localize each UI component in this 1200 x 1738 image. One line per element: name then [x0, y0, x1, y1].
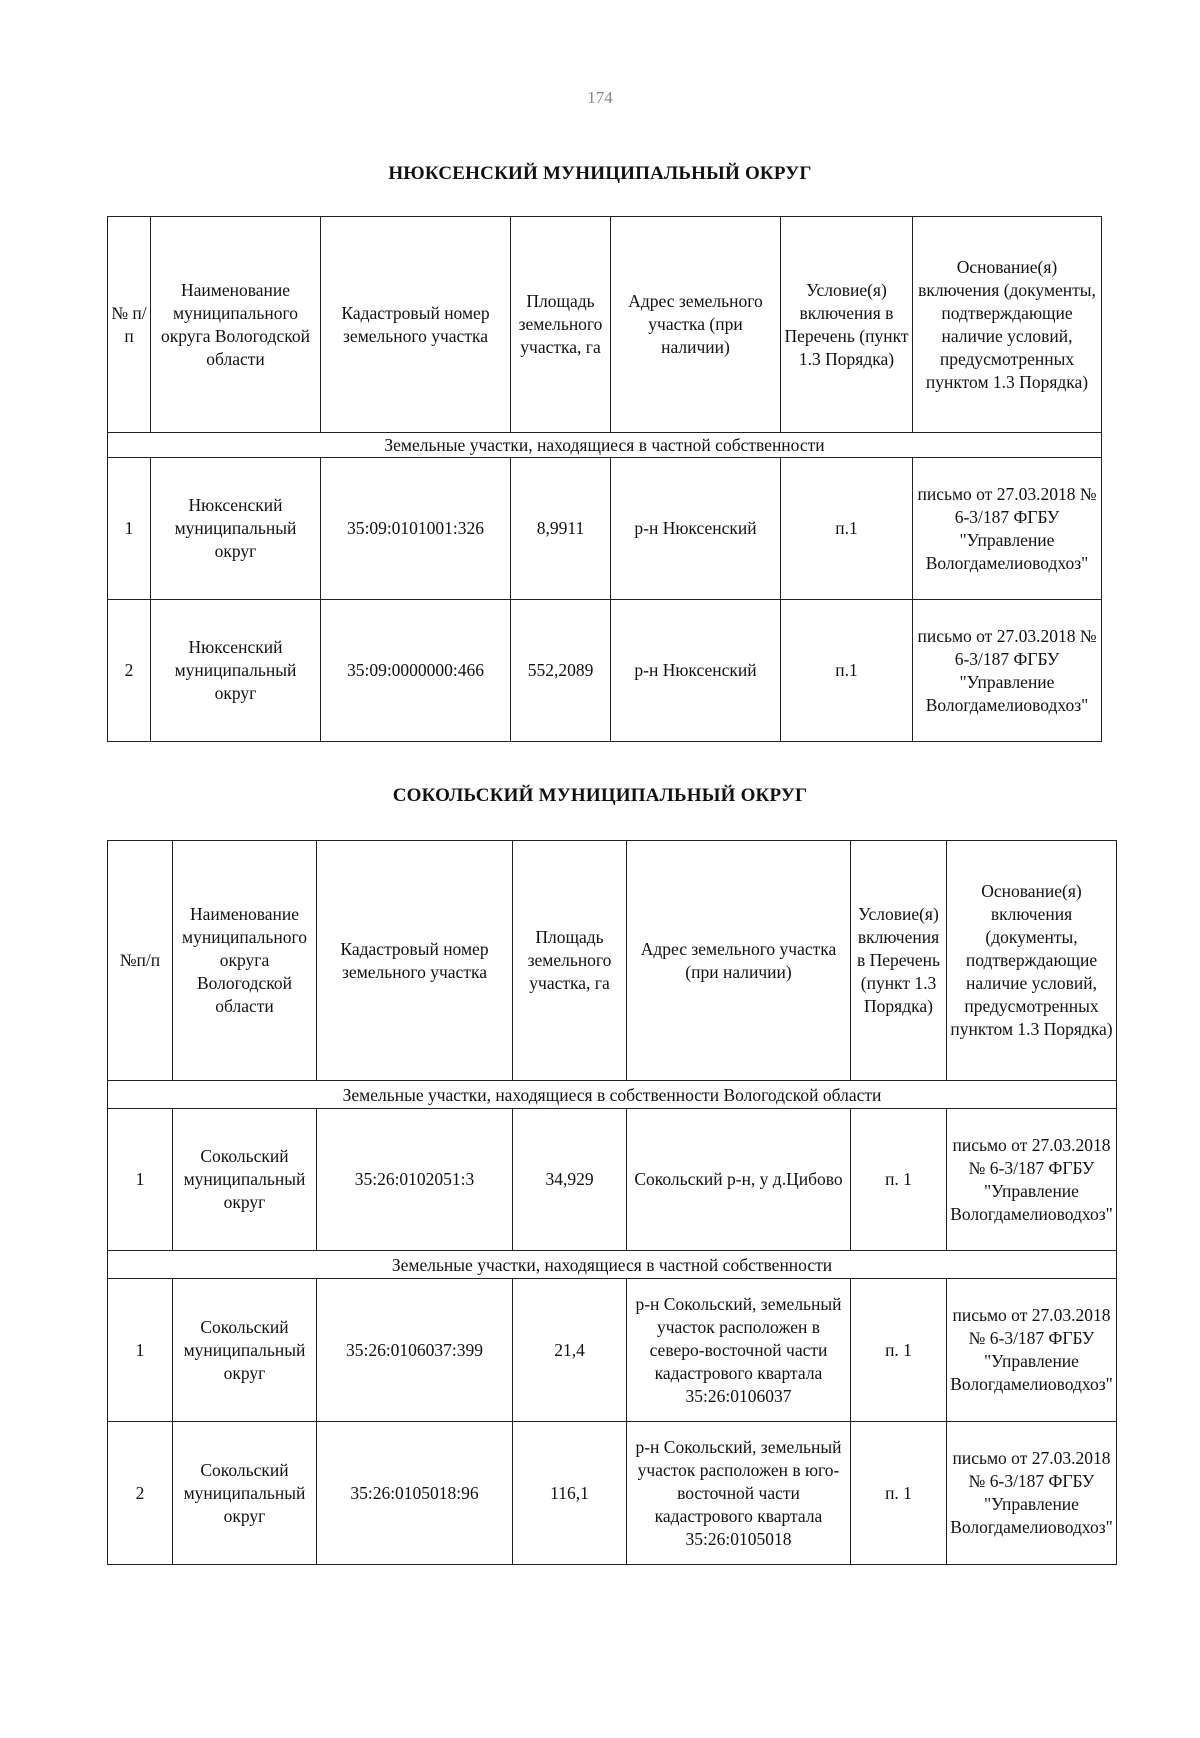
- group-row: [108, 1251, 1117, 1279]
- group-label: Земельные участки, находящиеся в собственности Вологодской области: [108, 1081, 1117, 1109]
- section-title-sokolsky: СОКОЛЬСКИЙ МУНИЦИПАЛЬНЫЙ ОКРУГ: [392, 785, 808, 806]
- cell-district: Нюксенский муниципальный округ: [151, 458, 321, 600]
- col-header-area: Площадь земельного участка, га: [513, 841, 627, 1081]
- cell-basis: письмо от 27.03.2018 № 6-3/187 ФГБУ "Управление Вологдамелиоводхоз": [947, 1279, 1117, 1422]
- col-header-address: Адрес земельного участка (при наличии): [611, 217, 781, 433]
- col-header-district: Наименование муниципального округа Вологодской области: [151, 217, 321, 433]
- group-label: Земельные участки, находящиеся в частной собственности: [108, 433, 1102, 458]
- cell-address: р-н Нюксенский: [611, 458, 781, 600]
- cell-condition: п.1: [781, 600, 913, 742]
- table-header-row: [108, 217, 1102, 433]
- cell-district: Сокольский муниципальный округ: [173, 1422, 317, 1565]
- page-number: 174: [587, 88, 613, 107]
- cell-address: р-н Сокольский, земельный участок расположен в северо-восточной части кадастрового квартала 35:26:0106037: [627, 1279, 851, 1422]
- cell-area: 34,929: [513, 1109, 627, 1251]
- cell-cadastral: 35:26:0105018:96: [317, 1422, 513, 1565]
- cell-district: Сокольский муниципальный округ: [173, 1279, 317, 1422]
- cell-address: р-н Нюксенский: [611, 600, 781, 742]
- section-title-nyuksensky: НЮКСЕНСКИЙ МУНИЦИПАЛЬНЫЙ ОКРУГ: [388, 163, 812, 184]
- table-row: [108, 458, 1102, 600]
- col-header-address: Адрес земельного участка (при наличии): [627, 841, 851, 1081]
- group-row: [108, 1081, 1117, 1109]
- cell-cadastral: 35:26:0106037:399: [317, 1279, 513, 1422]
- col-header-area: Площадь земельного участка, га: [511, 217, 611, 433]
- table-row: [108, 1422, 1117, 1565]
- table-row: [108, 1279, 1117, 1422]
- cell-basis: письмо от 27.03.2018 № 6-3/187 ФГБУ "Управление Вологдамелиоводхоз": [947, 1109, 1117, 1251]
- cell-condition: п. 1: [851, 1109, 947, 1251]
- col-header-condition: Условие(я) включения в Перечень (пункт 1.3 Порядка): [781, 217, 913, 433]
- cell-number: 2: [108, 600, 151, 742]
- cell-cadastral: 35:09:0000000:466: [321, 600, 511, 742]
- table-row: [108, 1109, 1117, 1251]
- cell-condition: п. 1: [851, 1279, 947, 1422]
- cell-district: Нюксенский муниципальный округ: [151, 600, 321, 742]
- cell-area: 8,9911: [511, 458, 611, 600]
- col-header-condition: Условие(я) включения в Перечень (пункт 1.3 Порядка): [851, 841, 947, 1081]
- cell-basis: письмо от 27.03.2018 № 6-3/187 ФГБУ "Управление Вологдамелиоводхоз": [947, 1422, 1117, 1565]
- col-header-cadastral: Кадастровый номер земельного участка: [317, 841, 513, 1081]
- group-row: [108, 433, 1102, 458]
- cell-number: 1: [108, 1109, 173, 1251]
- cell-address: Сокольский р-н, у д.Цибово: [627, 1109, 851, 1251]
- cell-cadastral: 35:09:0101001:326: [321, 458, 511, 600]
- col-header-cadastral: Кадастровый номер земельного участка: [321, 217, 511, 433]
- table-nyuksensky: [107, 216, 1102, 742]
- group-label: Земельные участки, находящиеся в частной собственности: [108, 1251, 1117, 1279]
- cell-area: 21,4: [513, 1279, 627, 1422]
- cell-condition: п.1: [781, 458, 913, 600]
- col-header-number: № п/п: [108, 217, 151, 433]
- cell-number: 1: [108, 458, 151, 600]
- col-header-basis: Основание(я) включения (документы, подтверждающие наличие условий, предусмотренных пунктом 1.3 Порядка): [913, 217, 1102, 433]
- col-header-number: №п/п: [108, 841, 173, 1081]
- col-header-basis: Основание(я) включения (документы, подтверждающие наличие условий, предусмотренных пунктом 1.3 Порядка): [947, 841, 1117, 1081]
- cell-basis: письмо от 27.03.2018 № 6-3/187 ФГБУ "Управление Вологдамелиоводхоз": [913, 458, 1102, 600]
- cell-number: 2: [108, 1422, 173, 1565]
- cell-condition: п. 1: [851, 1422, 947, 1565]
- cell-number: 1: [108, 1279, 173, 1422]
- table-header-row: [108, 841, 1117, 1081]
- table-row: [108, 600, 1102, 742]
- table-sokolsky: [107, 840, 1117, 1565]
- col-header-district: Наименование муниципального округа Вологодской области: [173, 841, 317, 1081]
- cell-address: р-н Сокольский, земельный участок расположен в юго-восточной части кадастрового квартала 35:26:0105018: [627, 1422, 851, 1565]
- cell-district: Сокольский муниципальный округ: [173, 1109, 317, 1251]
- cell-area: 116,1: [513, 1422, 627, 1565]
- cell-basis: письмо от 27.03.2018 № 6-3/187 ФГБУ "Управление Вологдамелиоводхоз": [913, 600, 1102, 742]
- cell-cadastral: 35:26:0102051:3: [317, 1109, 513, 1251]
- cell-area: 552,2089: [511, 600, 611, 742]
